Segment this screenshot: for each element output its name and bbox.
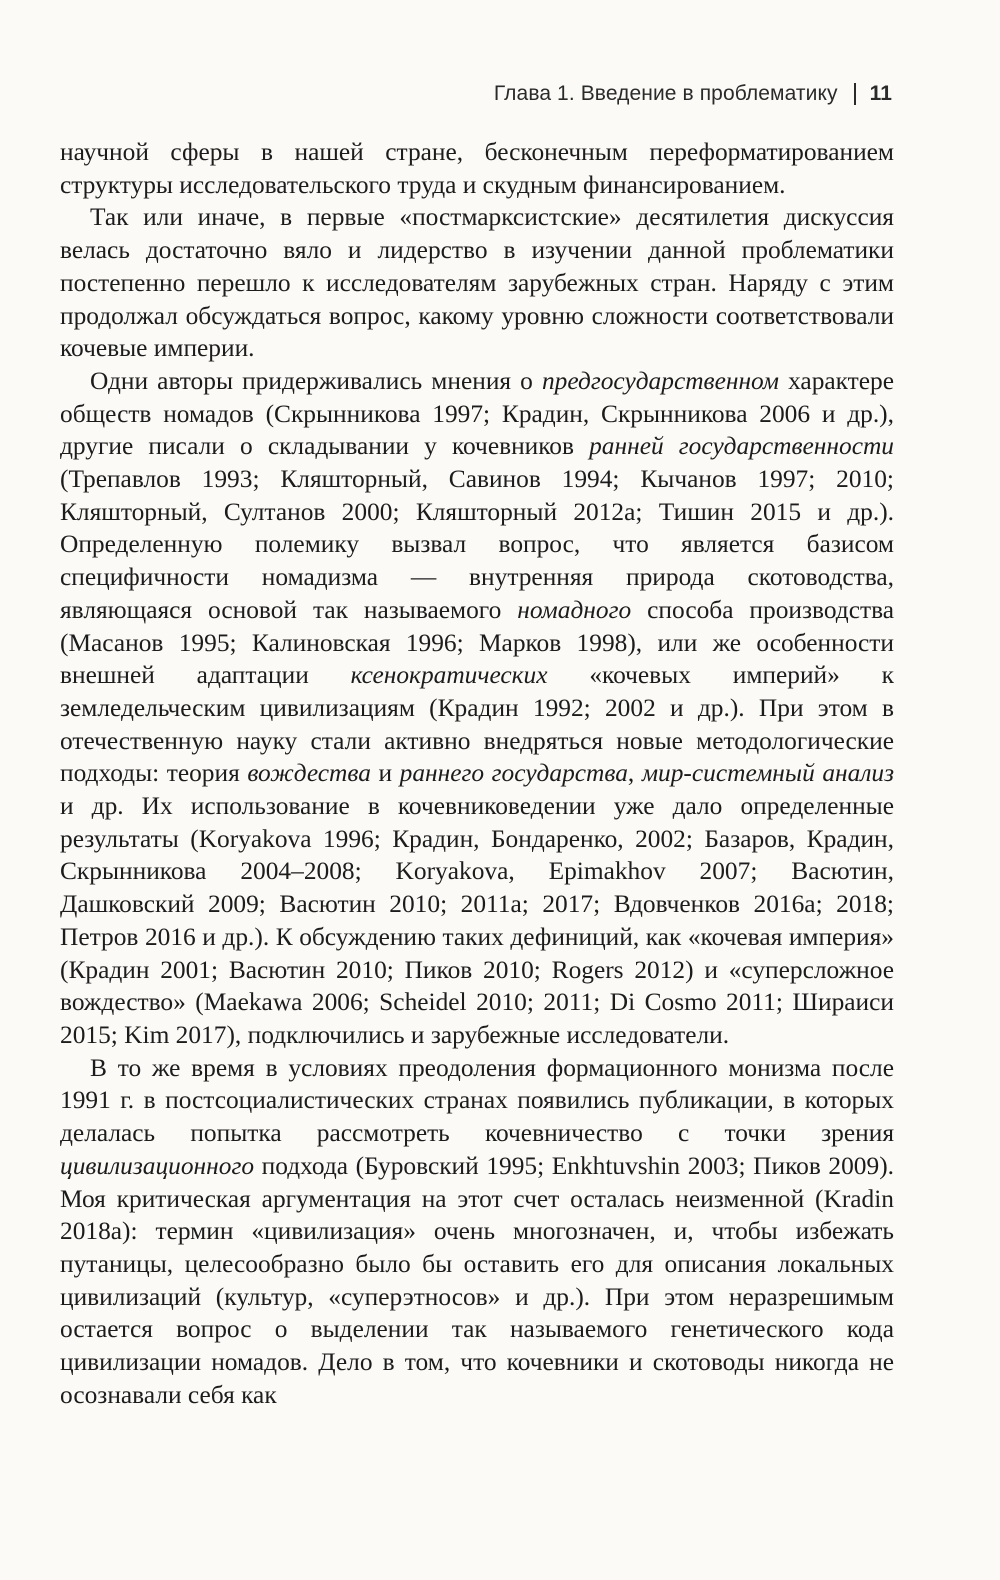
paragraph	[60, 365, 894, 1052]
italic-term: раннего государства	[399, 759, 628, 788]
text-run: ,	[627, 759, 642, 788]
text-run: характере обществ номадов (Скрынникова 1997; Крадин, Скрынникова 2006 и др.), другие писали о складывании у кочевников	[60, 366, 894, 461]
chapter-title: Глава 1. Введение в проблематику	[493, 82, 838, 105]
italic-term: мир-системный анализ	[641, 759, 894, 788]
text-run: и	[370, 759, 400, 788]
italic-term: ксенократических	[350, 661, 548, 690]
paragraph	[60, 1052, 894, 1412]
italic-term: предгосударственном	[541, 366, 779, 395]
header-divider	[854, 83, 856, 105]
text-run: «кочевых империй» к земледельческим цивилизациям (Крадин 1992; 2002 и др.). При этом в отечественную науку стали активно внедряться новые методологические подходы: теория	[60, 661, 894, 788]
body-text	[60, 136, 894, 1411]
text-run: Так или иначе, в первые «постмарксистские» десятилетия дискуссия велась достаточно вяло и лидерство в изучении данной проблематики постепенно перешло к исследователям зарубежных стран. Наряду с этим продолжал обсуждаться вопрос, какому уровню сложности соответствовали кочевые империи.	[60, 203, 894, 363]
text-run: Одни авторы придерживались мнения о	[90, 366, 542, 395]
running-header	[494, 82, 892, 106]
text-run: В то же время в условиях преодоления формационного монизма после 1991 г. в постсоциалистических странах появились публикации, в которых делалась попытка рассмотреть кочевничество с точки зрения	[60, 1053, 894, 1148]
paragraph	[60, 136, 894, 201]
italic-term: номадного	[517, 595, 632, 624]
text-run: подхода (Буровский 1995; Enkhtuvshin 2003; Пиков 2009). Моя критическая аргументация на этот счет осталась неизменной (Kradin 2018а): термин «цивилизация» очень многозначен, и, чтобы избежать путаницы, целесообразно было бы оставить его для описания локальных цивилизаций (культур, «суперэтносов» и др.). При этом неразрешимым остается вопрос о выделении так называемого генетического кода цивилизации номадов. Дело в том, что кочевники и скотоводы никогда не осознавали себя как	[60, 1151, 894, 1409]
text-run: (Трепавлов 1993; Кляшторный, Савинов 1994; Кычанов 1997; 2010; Кляшторный, Султанов 2000; Кляшторный 2012а; Тишин 2015 и др.). Определенную полемику вызвал вопрос, что является базисом специфичности номадизма — внутренняя природа скотоводства, являющаяся основой так называемого	[60, 465, 894, 624]
italic-term: цивилизационного	[60, 1151, 255, 1180]
text-run: способа производства (Масанов 1995; Калиновская 1996; Марков 1998), или же особенности внешней адаптации	[60, 595, 895, 690]
italic-term: ранней государственности	[589, 432, 894, 461]
paragraph	[60, 201, 894, 365]
page-number: 11	[869, 82, 892, 105]
text-run: и др. Их использование в кочевниковедении уже дало определенные результаты (Koryakova 1996; Крадин, Бондаренко, 2002; Базаров, Крадин, Скрынникова 2004–2008; Koryakova, Epimakhov 2007; Васютин, Дашковский 2009; Васютин 2010; 2011а; 2017; Вдовченков 2016а; 2018; Петров 2016 и др.). К обсуждению таких дефиниций, как «кочевая империя» (Крадин 2001; Васютин 2010; Пиков 2010; Rogers 2012) и «суперсложное вождество» (Maekawa 2006; Scheidel 2010; 2011; Di Cosmo 2011; Шираиси 2015; Kim 2017), подключились и зарубежные исследователи.	[60, 792, 894, 1049]
text-run: научной сферы в нашей стране, бесконечным переформатированием структуры исследовательского труда и скудным финансированием.	[60, 138, 894, 199]
italic-term: вождества	[247, 759, 371, 788]
